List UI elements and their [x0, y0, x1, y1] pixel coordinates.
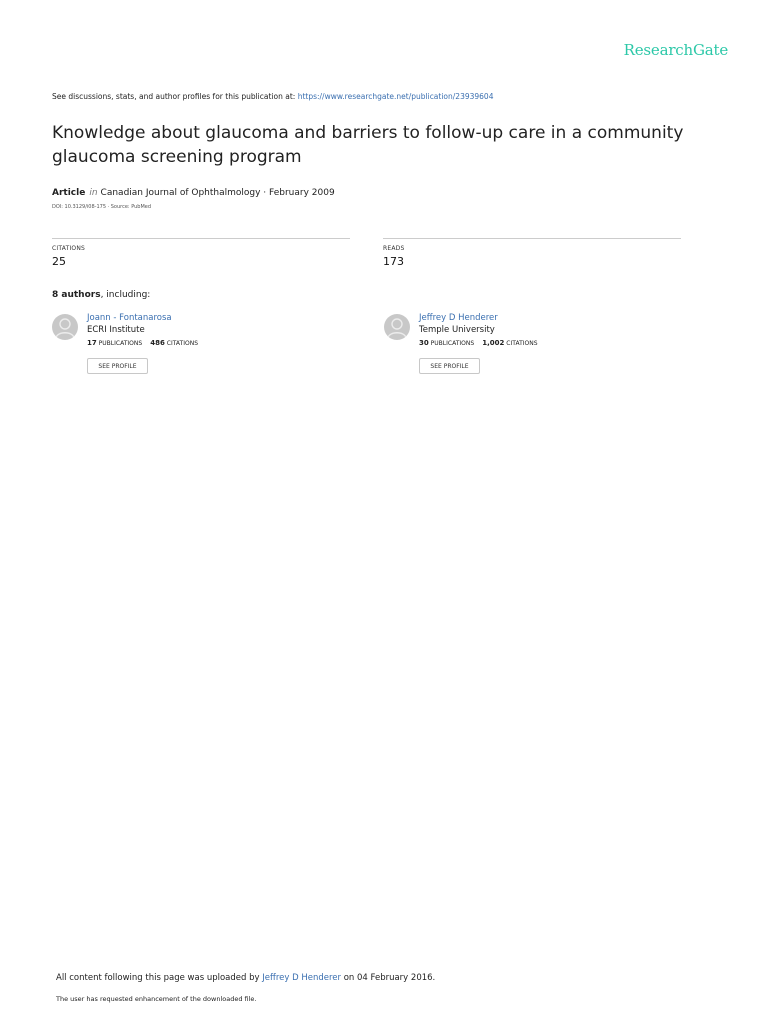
- citations-stat: [52, 238, 350, 268]
- author-citations-label: CITATIONS: [506, 340, 538, 347]
- author-publications-count: 30: [419, 339, 429, 347]
- publication-title: Knowledge about glaucoma and barriers to follow-up care in a community glaucoma screening program: [52, 123, 684, 167]
- publication-type: Article: [52, 188, 86, 198]
- upload-suffix: on 04 February 2016.: [341, 973, 436, 983]
- author-publications-label: PUBLICATIONS: [98, 340, 143, 347]
- user-silhouette-icon[interactable]: [52, 314, 78, 340]
- citations-value: 25: [52, 255, 66, 268]
- reads-stat: [383, 238, 681, 268]
- discussion-prefix: See discussions, stats, and author profiles for this publication at:: [52, 92, 298, 101]
- upload-notice: [56, 973, 435, 983]
- see-profile-button[interactable]: SEE PROFILE: [419, 358, 480, 374]
- authors-including: , including:: [100, 290, 151, 300]
- author-institution: Temple University: [419, 325, 495, 335]
- author-publications-label: PUBLICATIONS: [430, 340, 475, 347]
- reads-value: 173: [383, 255, 404, 268]
- user-silhouette-icon[interactable]: [384, 314, 410, 340]
- enhancement-notice: The user has requested enhancement of the downloaded file.: [56, 995, 257, 1003]
- publication-meta: [52, 188, 335, 198]
- author-citations-label: CITATIONS: [166, 340, 199, 347]
- journal-date[interactable]: Canadian Journal of Ophthalmology · February 2009: [100, 188, 335, 198]
- authors-count: 8 authors: [52, 290, 101, 300]
- in-label: in: [89, 188, 98, 198]
- uploader-link[interactable]: Jeffrey D Henderer: [262, 973, 342, 983]
- publication-url-link[interactable]: https://www.researchgate.net/publication/23939604: [297, 92, 494, 101]
- doi-source: DOI: 10.3129/i08-175 · Source: PubMed: [52, 204, 152, 210]
- author-name-link[interactable]: Joann - Fontanarosa: [87, 313, 172, 323]
- discussion-line: [52, 92, 493, 101]
- upload-prefix: All content following this page was uploaded by: [56, 973, 263, 983]
- author-institution: ECRI Institute: [87, 325, 145, 335]
- authors-count-line: [52, 290, 150, 300]
- author-counts: [419, 339, 538, 347]
- citations-label: CITATIONS: [52, 245, 86, 252]
- see-profile-button[interactable]: SEE PROFILE: [87, 358, 148, 374]
- researchgate-logo[interactable]: ResearchGate: [623, 41, 728, 59]
- author-citations-count: 1,002: [482, 339, 505, 347]
- reads-label: READS: [383, 245, 405, 252]
- author-publications-count: 17: [87, 339, 97, 347]
- author-citations-count: 486: [150, 339, 165, 347]
- author-counts: [87, 339, 198, 347]
- author-name-link[interactable]: Jeffrey D Henderer: [419, 313, 498, 323]
